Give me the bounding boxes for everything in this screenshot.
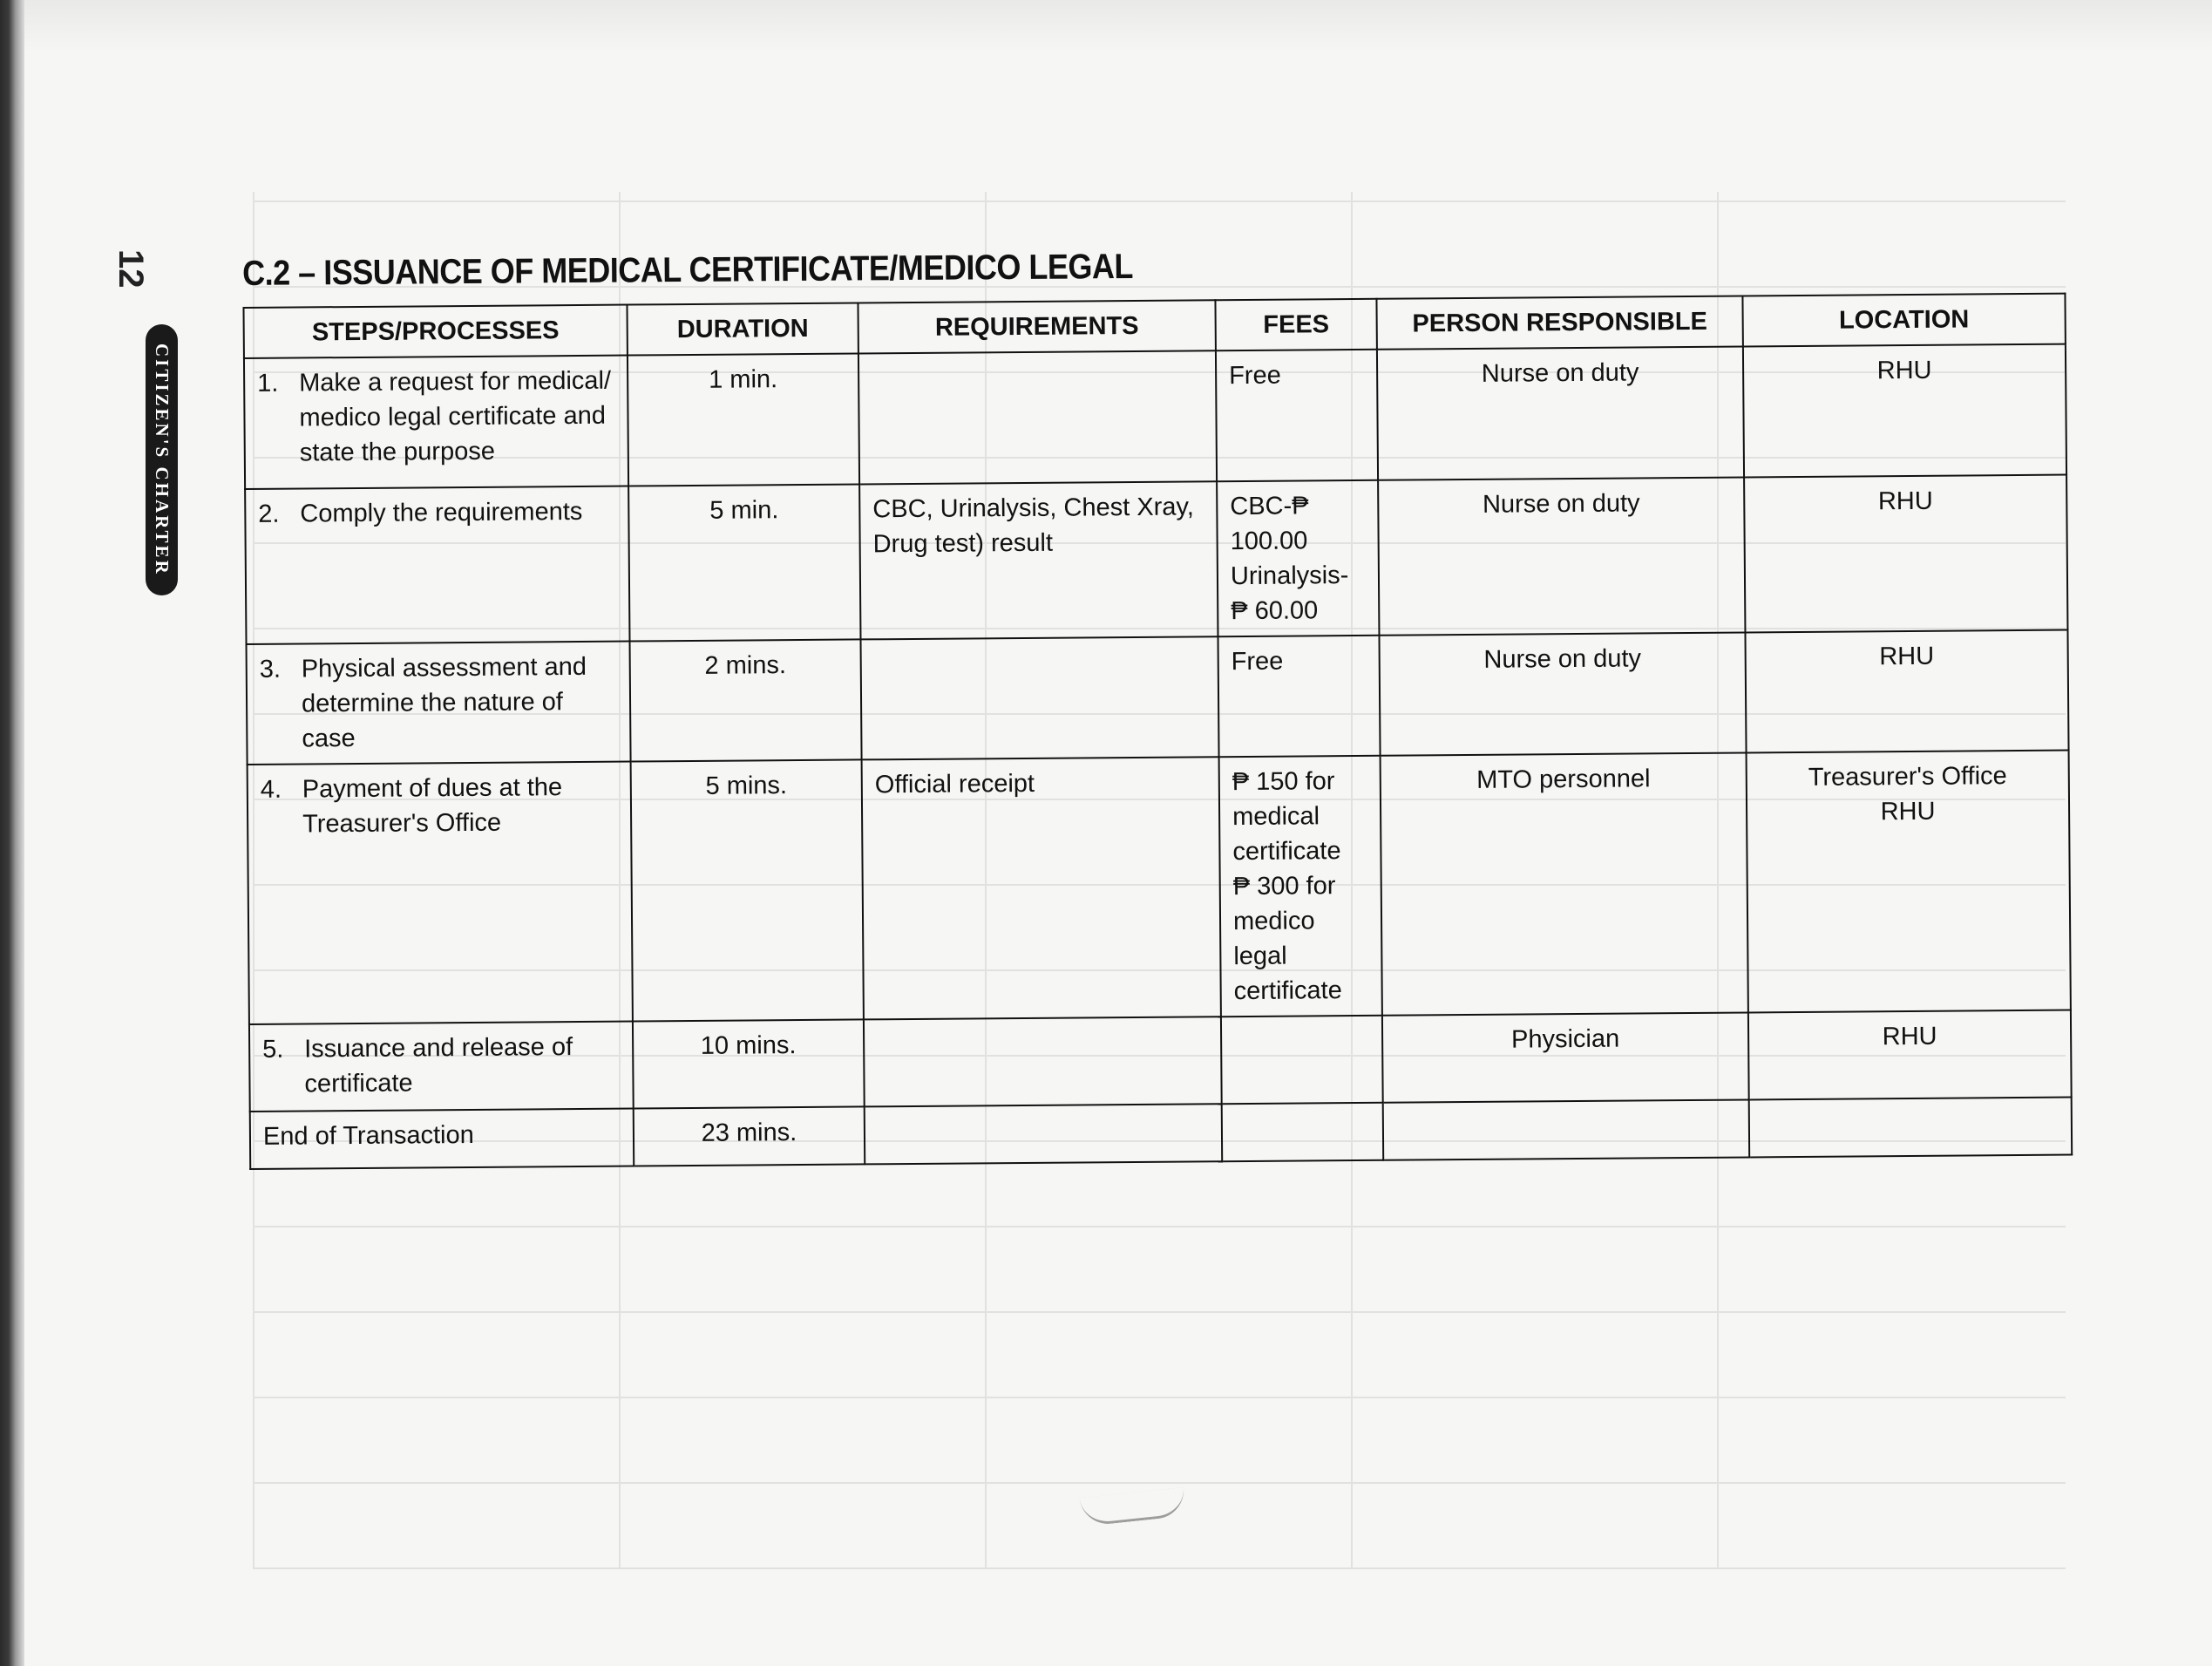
location-line: RHU: [1877, 486, 1933, 516]
duration-cell: 5 min.: [628, 484, 860, 641]
location-cell: [1747, 751, 2071, 1013]
requirements-cell: [861, 636, 1219, 759]
process-table: [242, 293, 2073, 1170]
table-row: [249, 1010, 2072, 1112]
header-location: LOCATION: [1742, 294, 2065, 347]
fee-line: [1234, 1023, 1369, 1024]
duration-cell: 5 mins.: [631, 759, 864, 1021]
empty-cell: [1222, 1103, 1384, 1161]
location-cell: [1748, 1010, 2072, 1100]
fees-cell: [1217, 480, 1379, 636]
duration-cell: 10 mins.: [633, 1019, 865, 1108]
empty-cell: [1749, 1098, 2073, 1158]
step-number: 4.: [260, 775, 282, 804]
step-text: Issuance and release of certificate: [304, 1033, 573, 1098]
fee-line: ₱ 60.00: [1231, 596, 1319, 626]
header-requirements: REQUIREMENTS: [858, 300, 1215, 353]
step-cell: [244, 356, 628, 489]
fees-cell: [1216, 350, 1378, 481]
header-duration: DURATION: [627, 303, 858, 355]
total-duration-cell: 23 mins.: [634, 1106, 865, 1166]
document-content: [242, 239, 2071, 1170]
location-line: RHU: [1882, 1022, 1937, 1051]
location-cell: [1744, 475, 2067, 633]
step-text: Physical assessment and determine the nature of case: [301, 652, 587, 753]
location-line: RHU: [1879, 642, 1935, 671]
fee-line: Urinalysis-: [1230, 561, 1349, 591]
table-row: [248, 751, 2071, 1024]
requirements-cell: CBC, Urinalysis, Chest Xray, Drug test) result: [859, 481, 1218, 639]
requirements-cell: Official receipt: [862, 757, 1221, 1019]
fees-cell: [1219, 756, 1382, 1017]
header-steps: STEPS/PROCESSES: [243, 305, 627, 358]
step-number: 3.: [259, 655, 282, 683]
page-number: 12: [112, 249, 150, 289]
step-cell: [249, 1022, 634, 1112]
fees-cell: [1218, 636, 1380, 757]
page-top-shadow: [0, 0, 2212, 52]
book-binding-edge: [0, 0, 24, 1666]
fee-line: CBC-₱ 100.00: [1230, 492, 1309, 556]
table-row: [244, 344, 2066, 489]
empty-cell: [865, 1104, 1223, 1164]
step-number: 1.: [257, 369, 279, 398]
location-line: RHU: [1876, 356, 1932, 385]
requirements-cell: [864, 1017, 1222, 1106]
person-cell: MTO personnel: [1381, 752, 1748, 1015]
header-person: PERSON RESPONSIBLE: [1376, 296, 1742, 349]
table-row: [245, 475, 2067, 644]
location-cell: [1745, 630, 2068, 753]
fee-line: ₱ 300 for: [1232, 872, 1336, 901]
header-fees: FEES: [1215, 299, 1376, 350]
step-number: 2.: [258, 500, 280, 528]
fee-line: medico legal: [1232, 907, 1315, 971]
fee-line: certificate: [1233, 976, 1342, 1006]
step-text: Payment of dues at the Treasurer's Office: [302, 773, 563, 839]
step-cell: [247, 642, 631, 765]
step-text: Make a request for medical/ medico legal certificate and state the purpose: [299, 366, 612, 467]
person-cell: Nurse on duty: [1377, 346, 1744, 479]
fees-cell: [1221, 1016, 1383, 1104]
location-line: Treasurer's Office: [1808, 762, 2007, 792]
fee-line: ₱ 150 for: [1232, 767, 1335, 797]
step-cell: [245, 486, 629, 644]
person-cell: Physician: [1382, 1012, 1749, 1102]
location-cell: [1743, 344, 2066, 478]
fee-line: Free: [1231, 647, 1284, 677]
requirements-cell: [858, 350, 1217, 484]
section-tab-label: CITIZEN'S CHARTER: [146, 324, 178, 595]
empty-cell: [1383, 1099, 1750, 1159]
fee-line: certificate: [1232, 837, 1341, 867]
table-row: [247, 630, 2069, 765]
step-text: Comply the requirements: [300, 497, 583, 528]
person-cell: Nurse on duty: [1379, 632, 1746, 755]
fee-line: medical: [1232, 802, 1320, 832]
duration-cell: 2 mins.: [630, 639, 862, 761]
end-label-cell: End of Transaction: [250, 1109, 634, 1169]
person-cell: Nurse on duty: [1378, 477, 1745, 635]
section-title: C.2 – ISSUANCE OF MEDICAL CERTIFICATE/MEDICO LEGAL: [242, 245, 1134, 293]
fee-line: Free: [1229, 361, 1281, 391]
step-cell: [248, 762, 633, 1024]
step-number: 5.: [262, 1035, 284, 1064]
duration-cell: 1 min.: [628, 353, 859, 486]
location-line: RHU: [1880, 797, 1936, 826]
